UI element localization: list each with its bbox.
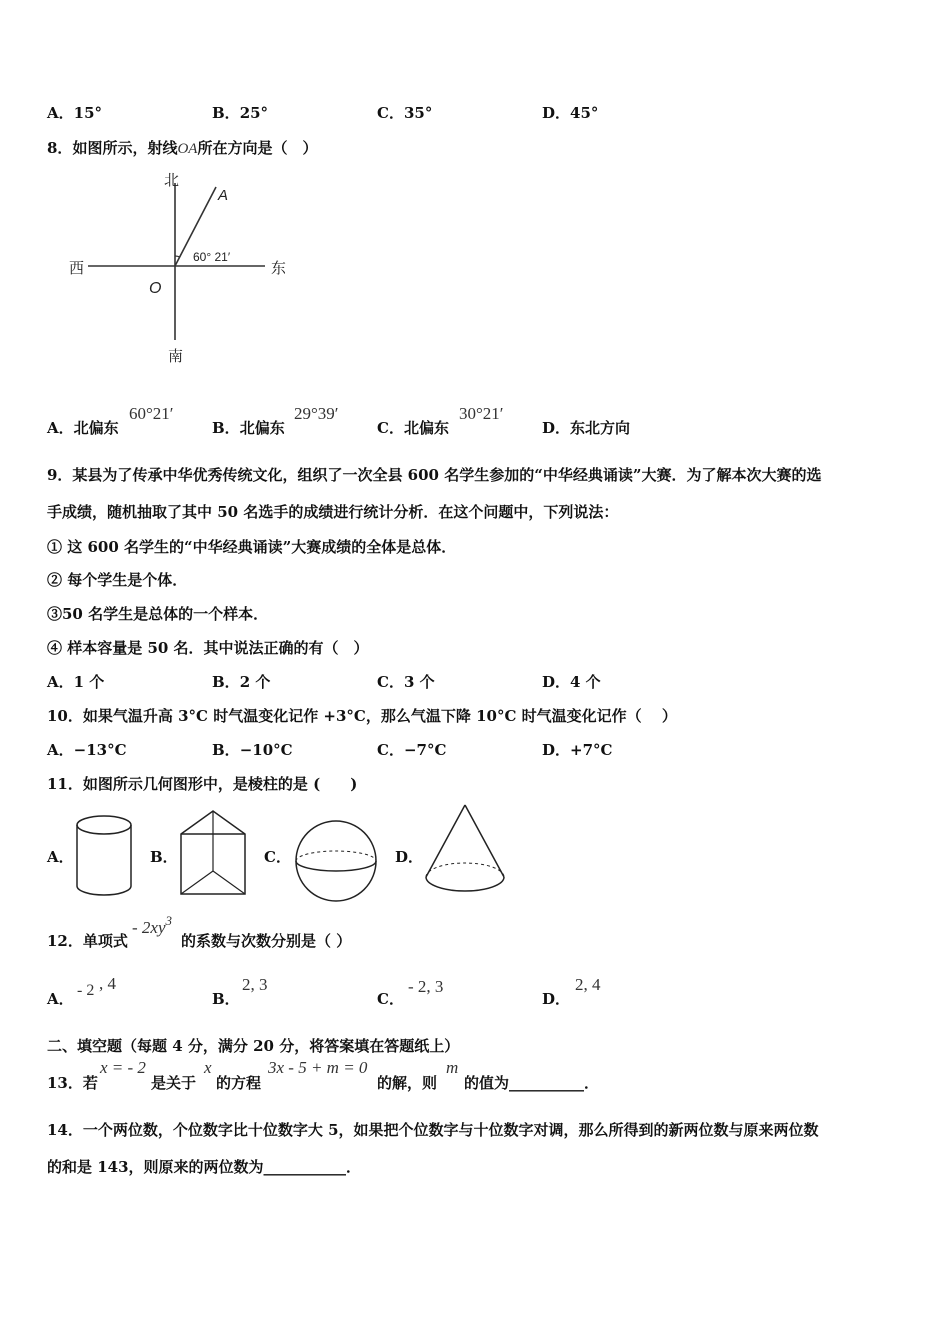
q9-stem-line2: 手成绩，随机抽取了其中 50 名选手的成绩进行统计分析．在这个问题中，下列说法： (47, 503, 619, 521)
section-2-heading: 二、填空题（每题 4 分，满分 20 分，将答案填在答题纸上） (47, 1037, 460, 1055)
q13-math-x-value: x = - 2 (100, 1058, 146, 1077)
option-label: A． (47, 419, 74, 437)
cone-figure (420, 800, 510, 900)
cone-base-front (426, 877, 504, 891)
q12-option-c-label: C． (377, 990, 404, 1008)
q12-option-b-math: 2, 3 (242, 975, 268, 994)
option-label: C． (377, 741, 404, 759)
ray-label: A (218, 187, 229, 204)
sphere-outline (296, 821, 376, 901)
q11-option-c-label: C． (264, 848, 291, 866)
option-label: A． (47, 673, 74, 691)
east-label: 东 (271, 259, 287, 277)
q12-stem-a: 12．单项式 (47, 932, 128, 950)
option-label: D． (542, 741, 571, 759)
q12-option-a-math-1: - 2 (77, 982, 95, 999)
option-text: 4 个 (570, 673, 601, 691)
option-text: 45° (570, 104, 599, 122)
q11-option-b-label: B． (150, 848, 178, 866)
q14-line1: 14．一个两位数，个位数字比十位数字大 5，如果把个位数字与十位数字对调，那么所得到的新两位数与原来两位数 (47, 1121, 819, 1139)
q12-option-d-label: D． (542, 990, 571, 1008)
option-text: −13°C (73, 741, 127, 759)
q8-option-c-math: 30°21′ (459, 404, 504, 423)
q13-math-m: m (446, 1058, 459, 1077)
q12-option-c-math: - 2, 3 (408, 977, 444, 996)
stem-text: 所在方向是（ ） (197, 139, 318, 157)
q8-option-a (47, 417, 119, 438)
q13-text-d: 的解，则 (377, 1074, 438, 1092)
q10-option-b (212, 739, 293, 760)
west-label: 西 (69, 259, 85, 277)
option-text: 东北方向 (570, 419, 631, 437)
q9-statement-1: ① 这 600 名学生的“中华经典诵读”大赛成绩的全体是总体． (47, 538, 457, 556)
option-label: C． (377, 104, 404, 122)
q8-stem (47, 137, 317, 158)
q11-option-a-label: A． (47, 848, 74, 866)
q9-option-d (542, 671, 601, 692)
prism-hidden-edge (213, 871, 245, 894)
q7-option-a (47, 102, 102, 123)
origin-label: O (149, 280, 162, 297)
triangular-prism-figure (176, 808, 250, 900)
option-label: B． (212, 741, 240, 759)
cone-right-edge (465, 805, 504, 877)
q13-text-a: 13．若 (47, 1074, 98, 1092)
q7-option-b (212, 102, 268, 123)
north-label: 北 (164, 171, 180, 189)
q11-stem: 11．如图所示几何图形中，是棱柱的是 ( ) (47, 775, 358, 793)
stem-variable: OA (177, 141, 198, 157)
option-label: C． (377, 419, 404, 437)
monomial-exponent: 3 (165, 913, 173, 928)
angle-label: 60° 21′ (193, 250, 231, 264)
q10-option-d (542, 739, 612, 760)
option-label: D． (542, 419, 571, 437)
south-label: 南 (168, 347, 184, 365)
q8-option-b (212, 417, 285, 438)
q13-text-e: 的值为__________． (464, 1074, 600, 1092)
q8-option-c (377, 417, 449, 438)
option-text: 15° (73, 104, 103, 122)
cylinder-figure (72, 812, 136, 900)
q9-option-a (47, 671, 104, 692)
q14-line2: 的和是 143，则原来的两位数为___________． (47, 1158, 362, 1176)
q12-option-a-label: A． (47, 990, 74, 1008)
q11-option-d-label: D． (395, 848, 424, 866)
option-label: D． (542, 673, 571, 691)
q10-stem: 10．如果气温升高 3°C 时气温变化记作 +3°C，那么气温下降 10°C 时气温变化记作（ ） (47, 707, 677, 725)
option-text: 25° (239, 104, 269, 122)
q12-option-a-math-2: , 4 (99, 974, 116, 993)
q12-monomial (132, 913, 173, 938)
q9-statement-2: ② 每个学生是个体． (47, 571, 188, 589)
monomial-base: - 2xy (132, 918, 166, 937)
q8-option-b-math: 29°39′ (294, 404, 339, 423)
option-label: D． (542, 104, 571, 122)
q9-option-c (377, 671, 435, 692)
compass-direction-figure (60, 165, 300, 370)
prism-hidden-edge (181, 871, 213, 894)
q13-math-x: x (204, 1058, 212, 1077)
q9-stem-line1: 9．某县为了传承中华优秀传统文化，组织了一次全县 600 名学生参加的“中华经典诵读”大赛．为了解本次大赛的选 (47, 466, 822, 484)
q8-option-d (542, 417, 630, 438)
option-label: A． (47, 741, 74, 759)
q10-option-c (377, 739, 446, 760)
option-label: B． (212, 673, 240, 691)
question-number: 8． (47, 139, 73, 157)
cone-base-back (426, 863, 504, 877)
q9-option-b (212, 671, 270, 692)
option-text: 35° (403, 104, 433, 122)
option-text: 1 个 (73, 673, 105, 691)
q9-statement-4: ④ 样本容量是 50 名．其中说法正确的有（ ） (47, 639, 369, 657)
q13-text-c: 的方程 (216, 1074, 262, 1092)
q8-option-a-math: 60°21′ (129, 404, 174, 423)
sphere-equator-front (296, 861, 376, 871)
option-text: 北偏东 (239, 419, 285, 437)
option-label: A． (47, 104, 74, 122)
option-text: 北偏东 (403, 419, 449, 437)
option-text: +7°C (570, 741, 613, 759)
q10-option-a (47, 739, 127, 760)
option-label: B． (212, 419, 240, 437)
sphere-equator-back (296, 851, 376, 861)
sphere-figure (290, 818, 382, 904)
option-text: 2 个 (239, 673, 271, 691)
option-text: −7°C (403, 741, 447, 759)
q12-stem-b: 的系数与次数分别是（ ） (181, 932, 352, 950)
option-text: 3 个 (403, 673, 435, 691)
option-label: C． (377, 673, 404, 691)
cone-left-edge (426, 805, 465, 877)
q7-option-c (377, 102, 432, 123)
stem-text: 如图所示，射线 (72, 139, 178, 157)
q13-math-equation: 3x - 5 + m = 0 (268, 1058, 368, 1077)
q9-statement-3: ③50 名学生是总体的一个样本． (47, 605, 269, 623)
option-text: 北偏东 (73, 419, 119, 437)
cylinder-bottom (77, 886, 131, 895)
option-text: −10°C (239, 741, 293, 759)
option-label: B． (212, 104, 240, 122)
q12-option-d-math: 2, 4 (575, 975, 601, 994)
cylinder-top (77, 816, 131, 834)
q12-option-b-label: B． (212, 990, 240, 1008)
q13-text-b: 是关于 (151, 1074, 197, 1092)
q7-option-d (542, 102, 598, 123)
